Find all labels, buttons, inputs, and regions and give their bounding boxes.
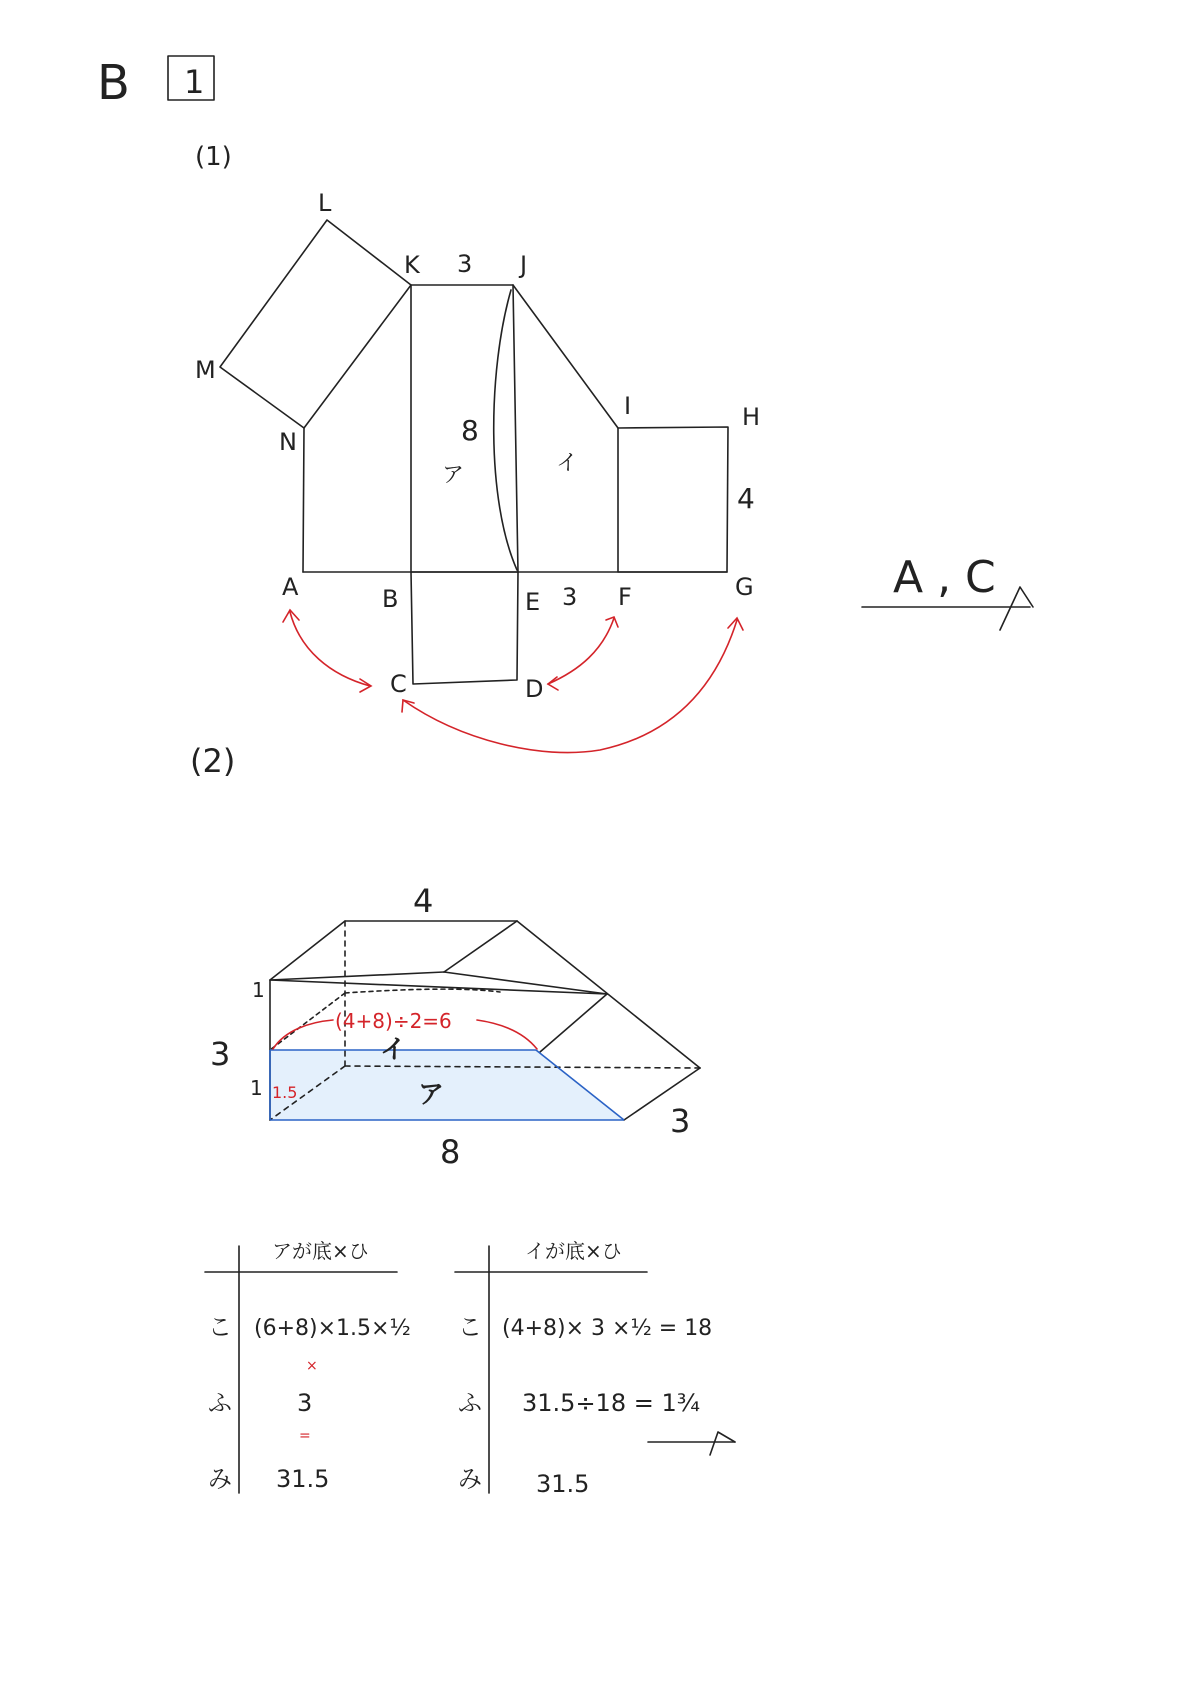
table-left-key-1: こ xyxy=(208,1313,232,1341)
vertex-g: G xyxy=(735,573,754,601)
face-label-i: イ xyxy=(556,451,579,476)
prism-edge xyxy=(540,994,607,1052)
arrow-d-f xyxy=(548,618,614,684)
table-left-key-2: ふ xyxy=(208,1389,232,1417)
answer-part1 xyxy=(862,552,1033,630)
prism-edge xyxy=(517,921,700,1068)
water-label-i: イ xyxy=(380,1035,407,1065)
vertex-c: C xyxy=(390,670,407,698)
table-left-header: アが底×ひ xyxy=(272,1239,369,1263)
vertex-e: E xyxy=(525,588,541,616)
table-left-value-3: 31.5 xyxy=(276,1465,330,1493)
table-left xyxy=(205,1239,411,1493)
answer-mark-2 xyxy=(710,1432,735,1455)
problem-number: 1 xyxy=(184,63,205,101)
length-kj: 3 xyxy=(457,250,473,278)
tick-lower: 1 xyxy=(250,1076,263,1100)
table-right-key-2: ふ xyxy=(458,1389,482,1417)
table-left-value-2: 3 xyxy=(297,1389,313,1417)
arrow-c-g xyxy=(403,620,737,753)
net-edge-na xyxy=(303,428,304,572)
hidden-water-surface xyxy=(345,989,500,993)
tick-upper: 1 xyxy=(252,978,265,1002)
net-face-square-left xyxy=(220,220,411,428)
face-label-a: ア xyxy=(442,463,465,488)
length-hg: 4 xyxy=(737,482,755,515)
table-right-header: イが底×ひ xyxy=(525,1239,622,1263)
table-right-value-1: (4+8)× 3 ×½ = 18 xyxy=(502,1316,713,1341)
red-arc-right xyxy=(477,1020,537,1049)
vertex-f: F xyxy=(618,583,632,611)
table-left-key-3: み xyxy=(208,1465,232,1493)
section-letter: B xyxy=(97,55,130,111)
vertex-h: H xyxy=(742,403,761,431)
dim-bottom: 8 xyxy=(440,1133,461,1171)
arrowhead-d xyxy=(548,677,558,690)
length-ef: 3 xyxy=(562,583,578,611)
table-right xyxy=(455,1239,735,1498)
water-fill xyxy=(270,1050,624,1120)
net-edge-ji xyxy=(513,285,618,428)
table-left-value-1: (6+8)×1.5×½ xyxy=(254,1316,411,1341)
red-half: 1.5 xyxy=(272,1083,298,1102)
red-eq-mark: = xyxy=(299,1428,311,1444)
net-face-square-right xyxy=(618,427,728,572)
hidden-edge xyxy=(270,993,345,1050)
red-formula: (4+8)÷2=6 xyxy=(335,1009,452,1033)
length-arc: 8 xyxy=(461,414,479,447)
vertex-d: D xyxy=(525,675,544,703)
vertex-i: I xyxy=(624,392,632,420)
matching-arrows xyxy=(283,610,743,753)
table-right-value-3: 31.5 xyxy=(536,1470,590,1498)
net-face-bottom xyxy=(411,572,518,684)
vertex-k: K xyxy=(404,251,420,279)
vertex-n: N xyxy=(279,428,297,456)
net-edge-je xyxy=(513,285,518,572)
table-right-value-2: 31.5÷18 = 1¾ xyxy=(522,1389,700,1417)
vertex-a: A xyxy=(282,573,299,601)
net-measurements xyxy=(442,250,755,611)
vertex-m: M xyxy=(195,356,216,384)
part1-label: (1) xyxy=(195,142,232,172)
red-x-mark: × xyxy=(306,1358,318,1374)
prism-edge xyxy=(270,972,444,980)
prism-edge xyxy=(270,921,345,980)
arrow-a-c xyxy=(290,612,370,686)
part2-label: (2) xyxy=(190,742,236,780)
prism-edge xyxy=(444,921,517,972)
table-right-key-3: み xyxy=(458,1465,482,1493)
answer-mark xyxy=(1000,587,1033,630)
vertex-j: J xyxy=(520,251,528,279)
vertex-b: B xyxy=(382,585,399,613)
dim-left: 3 xyxy=(210,1035,231,1073)
vertex-l: L xyxy=(318,189,332,217)
dim-top: 4 xyxy=(413,882,434,920)
table-right-key-1: こ xyxy=(458,1313,482,1341)
prism-labels xyxy=(210,882,690,1171)
answer-text: A , C xyxy=(893,552,996,603)
dim-right: 3 xyxy=(670,1102,691,1140)
water-label-a: ア xyxy=(418,1080,445,1110)
